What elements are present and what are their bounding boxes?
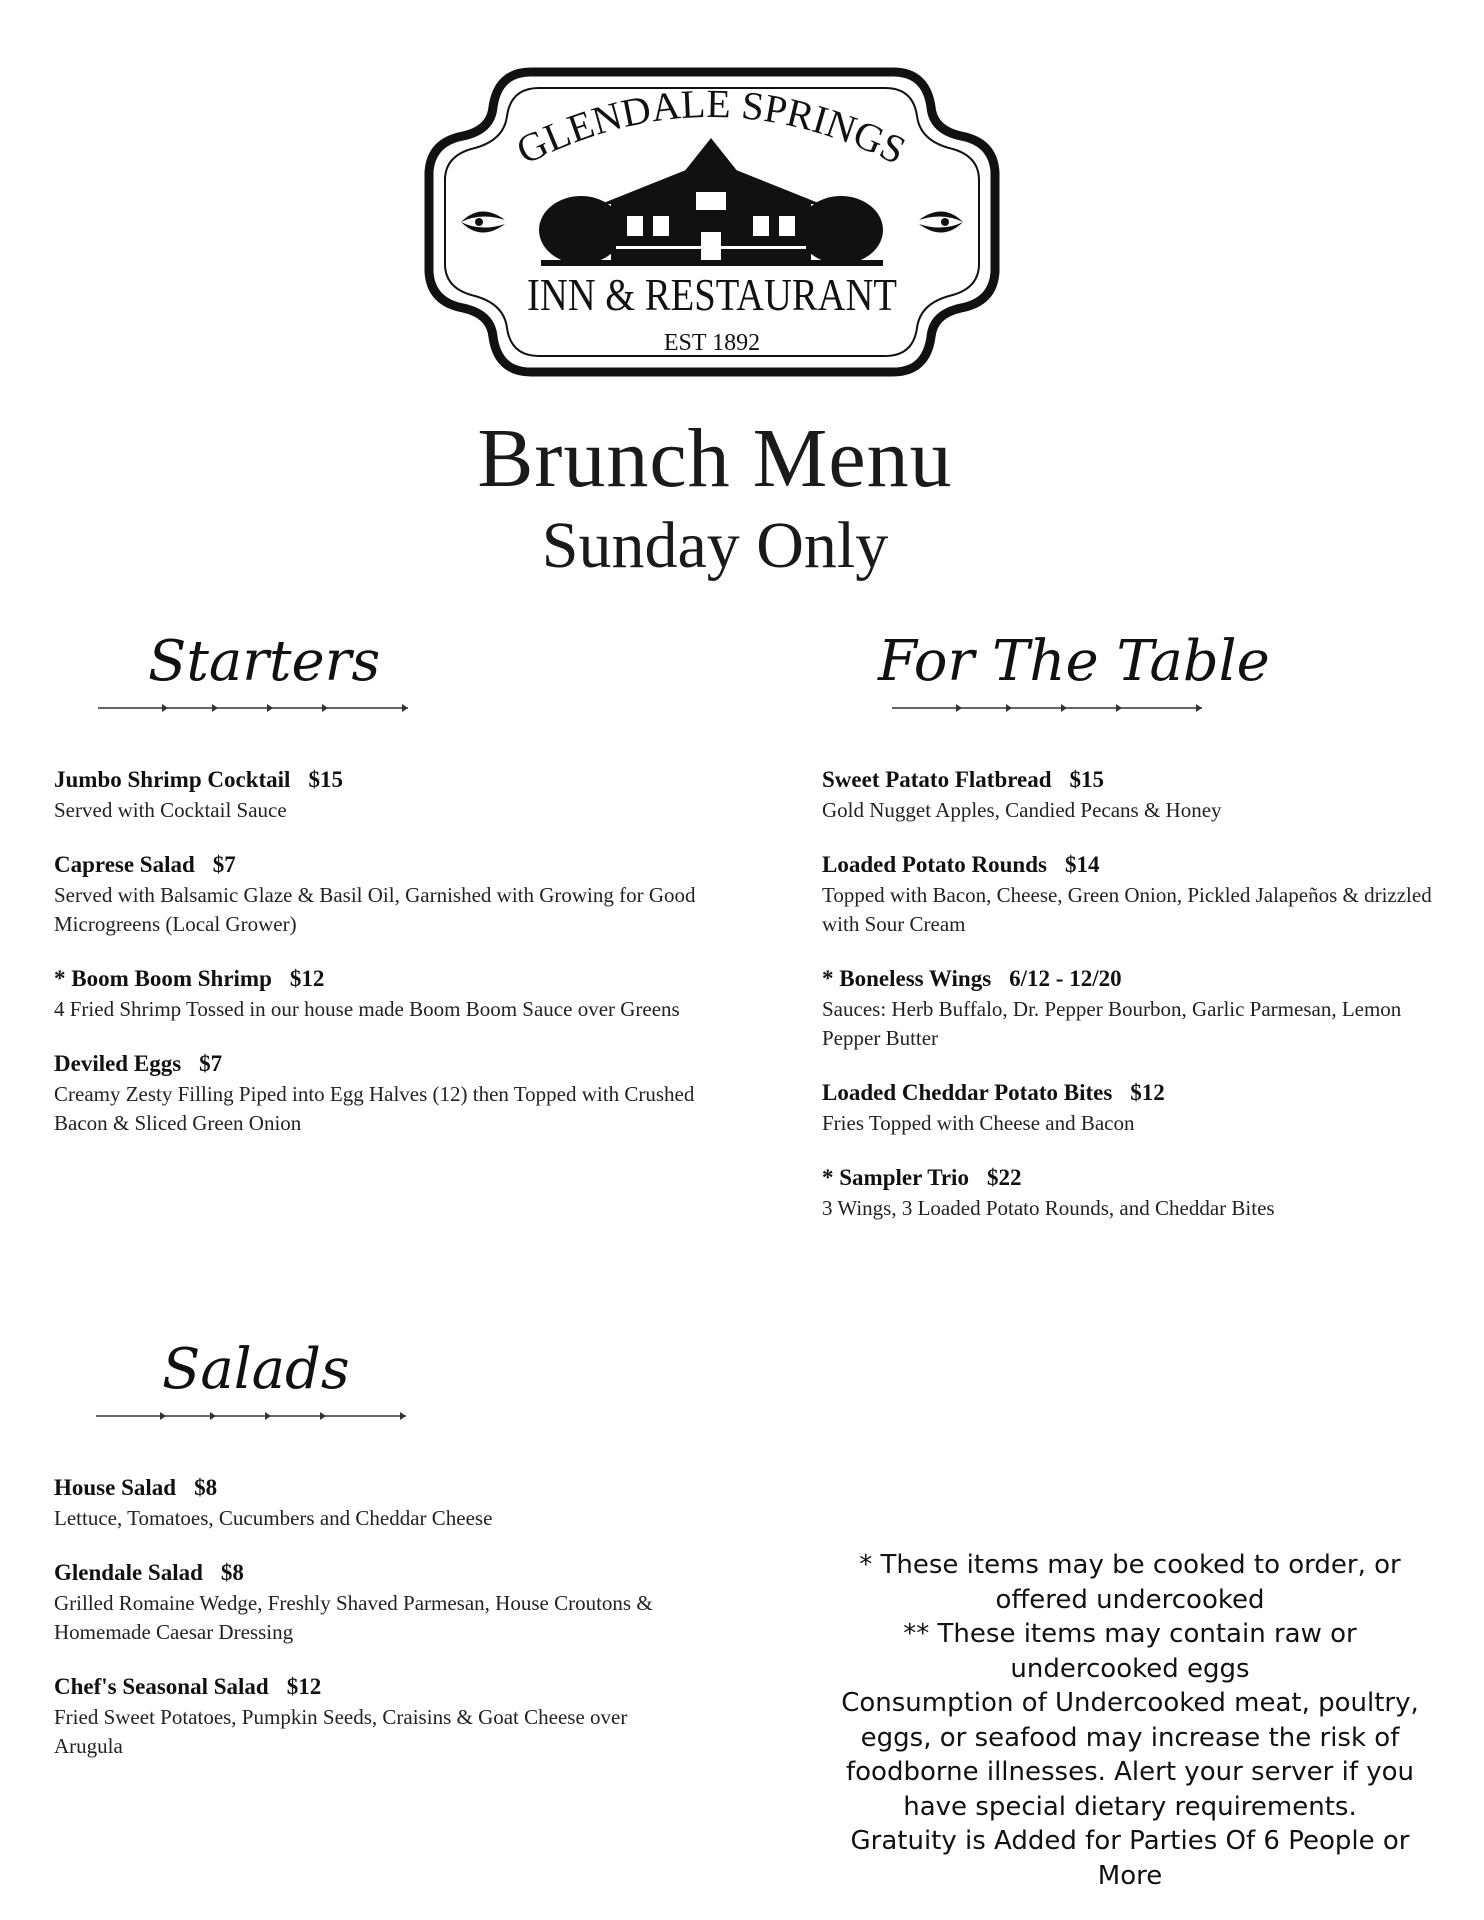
logo-main-text: INN & RESTAURANT bbox=[527, 269, 897, 320]
item-price: $15 bbox=[1069, 767, 1105, 792]
item-price: $8 bbox=[220, 1560, 244, 1585]
menu-item bbox=[822, 1162, 1442, 1223]
notice-consumption-warning: Consumption of Undercooked meat, poultry, eggs, or seafood may increase the risk of foodborne illnesses. Alert your server if you have special dietary requirements. bbox=[841, 1688, 1419, 1822]
menu-item bbox=[822, 1077, 1442, 1138]
item-price: $12 bbox=[1130, 1080, 1165, 1105]
item-price: $15 bbox=[308, 767, 343, 792]
starters-heading: Starters bbox=[148, 629, 381, 694]
item-price: $14 bbox=[1064, 852, 1100, 877]
logo-top-text: GLENDALE SPRINGS bbox=[509, 80, 913, 173]
menu-item bbox=[54, 1048, 714, 1138]
notice-gratuity: Gratuity is Added for Parties Of 6 People or More bbox=[850, 1826, 1410, 1891]
menu-item bbox=[54, 1557, 694, 1647]
item-price: $7 bbox=[199, 1051, 223, 1076]
item-name: Sweet Patato Flatbread bbox=[822, 767, 1052, 792]
item-name: * Boom Boom Shrimp bbox=[54, 966, 272, 991]
item-description: Sauces: Herb Buffalo, Dr. Pepper Bourbon, Garlic Parmesan, Lemon Pepper Butter bbox=[822, 997, 1402, 1050]
allergen-notice bbox=[820, 1548, 1440, 1893]
item-description: Fried Sweet Potatoes, Pumpkin Seeds, Craisins & Goat Cheese over Arugula bbox=[54, 1705, 628, 1758]
menu-item bbox=[54, 1472, 694, 1533]
item-description: Grilled Romaine Wedge, Freshly Shaved Parmesan, House Croutons & Homemade Caesar Dressing bbox=[54, 1591, 653, 1644]
item-price: $8 bbox=[194, 1475, 218, 1500]
starters-divider bbox=[98, 700, 408, 716]
item-name: Loaded Cheddar Potato Bites bbox=[822, 1080, 1113, 1105]
salads-divider bbox=[96, 1408, 406, 1424]
item-name: House Salad bbox=[54, 1475, 177, 1500]
for-the-table-divider bbox=[892, 700, 1202, 716]
notice-raw-eggs: ** These items may contain raw or undercooked eggs bbox=[903, 1619, 1357, 1684]
page-title: Brunch Menu bbox=[477, 412, 953, 505]
item-price: $12 bbox=[286, 1674, 322, 1699]
restaurant-logo bbox=[421, 52, 1003, 392]
logo-est-text: EST 1892 bbox=[663, 330, 761, 356]
menu-item bbox=[822, 849, 1442, 939]
for-the-table-heading: For The Table bbox=[878, 629, 1270, 694]
menu-item bbox=[822, 963, 1442, 1053]
item-price: $22 bbox=[986, 1165, 1022, 1190]
item-name: Glendale Salad bbox=[54, 1560, 203, 1585]
notice-cooked-to-order: * These items may be cooked to order, or offered undercooked bbox=[859, 1550, 1401, 1615]
item-name: Caprese Salad bbox=[54, 852, 195, 877]
item-description: Creamy Zesty Filling Piped into Egg Halves (12) then Topped with Crushed Bacon & Sliced Green Onion bbox=[54, 1082, 695, 1135]
menu-item bbox=[822, 764, 1442, 825]
menu-item bbox=[54, 1671, 694, 1761]
item-description: Fries Topped with Cheese and Bacon bbox=[822, 1111, 1135, 1135]
item-name: * Sampler Trio bbox=[822, 1165, 969, 1190]
item-name: * Boneless Wings bbox=[822, 966, 992, 991]
salads-heading: Salads bbox=[162, 1337, 350, 1402]
menu-item bbox=[54, 963, 714, 1024]
menu-item bbox=[54, 849, 714, 939]
menu-item bbox=[54, 764, 714, 825]
item-price: $12 bbox=[289, 966, 325, 991]
item-price: $7 bbox=[212, 852, 236, 877]
salads-list bbox=[54, 1472, 694, 1785]
item-description: 3 Wings, 3 Loaded Potato Rounds, and Cheddar Bites bbox=[822, 1196, 1275, 1220]
item-description: Served with Cocktail Sauce bbox=[54, 798, 287, 822]
item-name: Loaded Potato Rounds bbox=[822, 852, 1047, 877]
item-name: Deviled Eggs bbox=[54, 1051, 182, 1076]
item-price: 6/12 - 12/20 bbox=[1009, 966, 1122, 991]
item-description: Gold Nugget Apples, Candied Pecans & Honey bbox=[822, 798, 1222, 822]
item-description: Topped with Bacon, Cheese, Green Onion, Pickled Jalapeños & drizzled with Sour Cream bbox=[822, 883, 1432, 936]
item-description: Lettuce, Tomatoes, Cucumbers and Cheddar Cheese bbox=[54, 1506, 493, 1530]
starters-list bbox=[54, 764, 714, 1162]
item-description: 4 Fried Shrimp Tossed in our house made Boom Boom Sauce over Greens bbox=[54, 997, 680, 1021]
for-the-table-list bbox=[822, 764, 1442, 1247]
item-description: Served with Balsamic Glaze & Basil Oil, Garnished with Growing for Good Microgreens (Local Grower) bbox=[54, 883, 696, 936]
item-name: Jumbo Shrimp Cocktail bbox=[54, 767, 291, 792]
item-name: Chef's Seasonal Salad bbox=[54, 1674, 269, 1699]
page-subtitle: Sunday Only bbox=[541, 509, 889, 582]
